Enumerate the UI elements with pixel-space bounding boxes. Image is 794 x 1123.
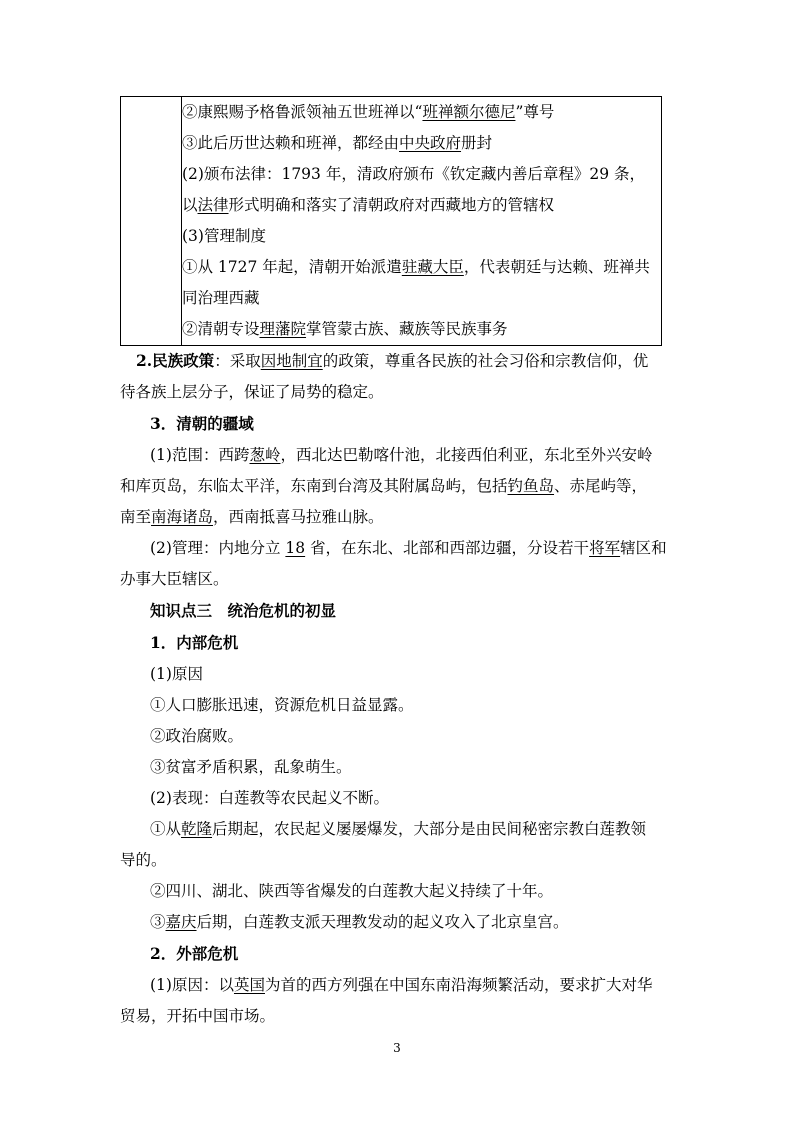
text-run: 的政策，尊重各民族的社会习俗和宗教信仰，优 <box>322 352 649 370</box>
underlined-keyword: 英国 <box>233 976 265 994</box>
table-line <box>182 283 661 314</box>
paragraph-line <box>120 345 676 377</box>
table-empty-cell <box>121 97 182 346</box>
paragraph-line <box>120 408 676 440</box>
text-run: ③ <box>150 913 166 931</box>
underlined-keyword: 因地制宜 <box>260 352 323 370</box>
text-run: 省，在东北、北部和西部边疆，分设若干 <box>305 539 590 557</box>
text-run: 后期，白莲教支派天理教发动的起义攻入了北京皇宫。 <box>196 913 569 931</box>
table-line <box>182 190 661 221</box>
underlined-keyword: 班禅额尔德尼 <box>422 103 516 121</box>
paragraph-line <box>120 627 676 659</box>
text-run: (1)原因：以 <box>150 976 234 994</box>
underlined-keyword: 18 <box>285 539 306 557</box>
text-run: ”尊号 <box>515 103 555 121</box>
text-run: 为首的西方列强在中国东南沿海频繁活动，要求扩大对华 <box>264 976 653 994</box>
text-run: ，西北达巴勒喀什池，北接西伯利亚，东北至外兴安岭 <box>280 446 653 464</box>
paragraph-line <box>120 752 676 783</box>
text-run: 、赤尾屿等， <box>554 477 648 495</box>
text-run: ，代表朝廷与达赖、班禅共 <box>463 258 650 276</box>
text-run: ，西南抵喜马拉雅山脉。 <box>213 508 384 526</box>
text-run: 同治理西藏 <box>182 289 260 307</box>
paragraph-line <box>120 533 676 564</box>
text-run: ②政治腐败。 <box>150 727 244 745</box>
text-run: 导的。 <box>120 851 167 869</box>
table-line <box>182 128 661 159</box>
text-run: (2)管理：内地分立 <box>150 539 286 557</box>
text-run: ③贫富矛盾积累，乱象萌生。 <box>150 758 352 776</box>
underlined-keyword: 乾隆 <box>181 820 213 838</box>
body-text <box>120 345 676 1032</box>
paragraph-line <box>120 377 676 408</box>
text-run: (2)表现：白莲教等农民起义不断。 <box>150 789 389 807</box>
underlined-keyword: 葱岭 <box>249 446 281 464</box>
text-run: 掌管蒙古族、藏族等民族事务 <box>306 320 508 338</box>
paragraph-line <box>120 502 676 533</box>
paragraph-line <box>120 783 676 814</box>
text-run: 贸易，开拓中国市场。 <box>120 1007 276 1025</box>
paragraph-line <box>120 471 676 502</box>
paragraph-line <box>120 876 676 907</box>
content-table <box>120 96 662 346</box>
paragraph-line <box>120 814 676 845</box>
bold-heading: 知识点三 统治危机的初显 <box>150 601 337 620</box>
bold-heading: 2.民族政策 <box>136 351 215 370</box>
paragraph-line <box>120 721 676 752</box>
table-lines <box>182 97 661 345</box>
bold-heading: 3．清朝的疆域 <box>150 414 254 433</box>
text-run: ①从 1727 年起，清朝开始派遣 <box>182 258 402 276</box>
paragraph-line <box>120 659 676 690</box>
underlined-keyword: 钓鱼岛 <box>507 477 555 495</box>
paragraph-line <box>120 440 676 471</box>
underlined-keyword: 驻藏大臣 <box>401 258 464 276</box>
underlined-keyword: 南海诸岛 <box>151 508 214 526</box>
underlined-keyword: 理藩院 <box>259 320 307 338</box>
paragraph-line <box>120 907 676 938</box>
text-run: ③此后历世达赖和班禅，都经由 <box>182 134 400 152</box>
text-run: ②康熙赐予格鲁派领袖五世班禅以“ <box>182 103 423 121</box>
text-run: (1)范围：西跨 <box>150 446 250 464</box>
text-run: (2)颁布法律：1793 年，清政府颁布《钦定藏内善后章程》29 条， <box>182 165 645 183</box>
paragraph-line <box>120 595 676 627</box>
underlined-keyword: 法律 <box>197 196 229 214</box>
underlined-keyword: 嘉庆 <box>165 913 197 931</box>
text-run: ：采取 <box>214 352 261 370</box>
paragraph-line <box>120 1001 676 1032</box>
text-run: 册封 <box>461 134 493 152</box>
text-run: (3)管理制度 <box>182 227 266 245</box>
table-line <box>182 159 661 190</box>
paragraph-line <box>120 564 676 595</box>
table-line <box>182 314 661 345</box>
text-run: ①从 <box>150 820 182 838</box>
text-run: ①人口膨胀迅速，资源危机日益显露。 <box>150 696 414 714</box>
page-number: 3 <box>393 1041 401 1055</box>
bold-heading: 2．外部危机 <box>150 944 239 963</box>
underlined-keyword: 将军 <box>589 539 621 557</box>
paragraph-line <box>120 845 676 876</box>
table-line <box>182 252 661 283</box>
text-run: 待各族上层分子，保证了局势的稳定。 <box>120 383 384 401</box>
paragraph-line <box>120 938 676 970</box>
text-run: ②清朝专设 <box>182 320 260 338</box>
underlined-keyword: 中央政府 <box>399 134 462 152</box>
table-line <box>182 97 661 128</box>
text-run: 形式明确和落实了清朝政府对西藏地方的管辖权 <box>228 196 555 214</box>
text-run: ②四川、湖北、陕西等省爆发的白莲教大起义持续了十年。 <box>150 882 554 900</box>
text-run: 以 <box>182 196 198 214</box>
text-run: 和库页岛，东临太平洋，东南到台湾及其附属岛屿，包括 <box>120 477 508 495</box>
paragraph-line <box>120 690 676 721</box>
table-content-cell <box>182 97 662 346</box>
text-run: (1)原因 <box>150 665 203 683</box>
bold-heading: 1．内部危机 <box>150 633 239 652</box>
text-run: 后期起，农民起义屡屡爆发，大部分是由民间秘密宗教白莲教领 <box>212 820 647 838</box>
paragraph-line <box>120 970 676 1001</box>
text-run: 辖区和 <box>620 539 667 557</box>
table-line <box>182 221 661 252</box>
text-run: 南至 <box>120 508 152 526</box>
text-run: 办事大臣辖区。 <box>120 570 229 588</box>
